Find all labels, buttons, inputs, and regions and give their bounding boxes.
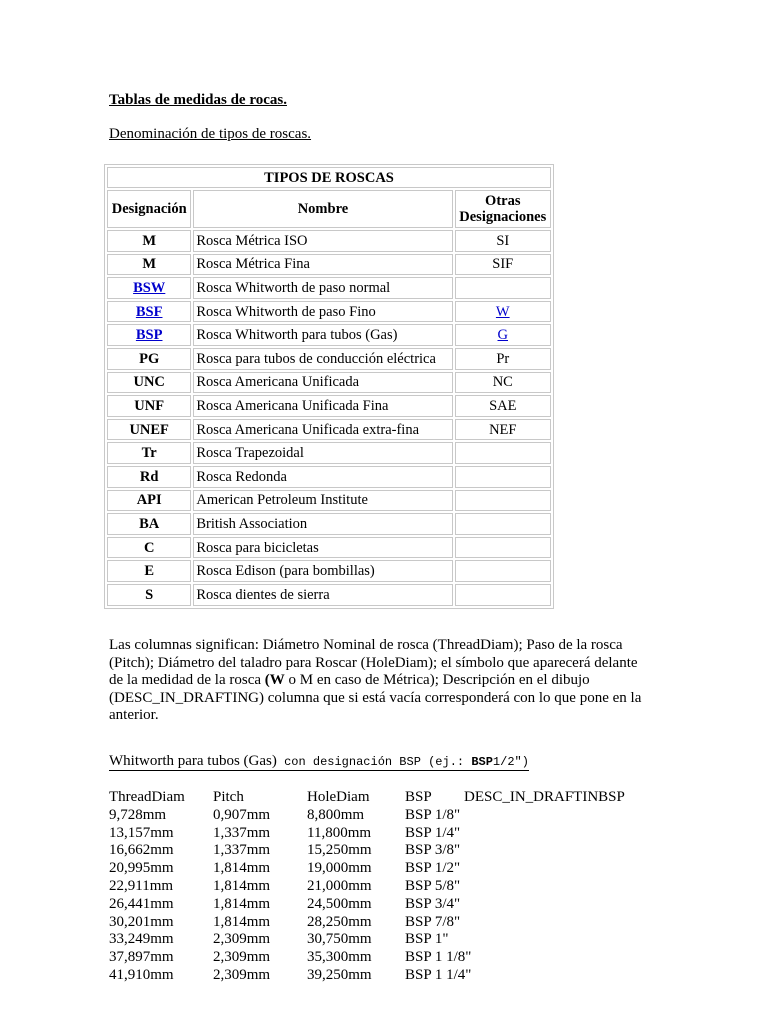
table-caption: TIPOS DE ROSCAS: [107, 167, 551, 188]
other-designation-cell: Pr: [455, 348, 551, 370]
table-row: [107, 513, 551, 535]
designation-cell: PG: [107, 348, 191, 370]
data-cell: BSP 3/4": [405, 895, 461, 912]
designation-link[interactable]: BSW: [133, 279, 166, 296]
section-code-bold: BSP: [471, 755, 493, 769]
name-cell: British Association: [193, 513, 452, 535]
description-paren: (: [264, 672, 270, 689]
table-row: [107, 254, 551, 276]
data-cell: 8,800mm: [307, 806, 365, 823]
data-cell: BSP 1 1/4": [405, 966, 472, 983]
designation-cell: S: [107, 584, 191, 606]
table-row: [107, 466, 551, 488]
table-row: [107, 584, 551, 606]
other-designation-link[interactable]: G: [497, 327, 508, 344]
data-cell: 28,250mm: [307, 913, 372, 930]
table-row: [107, 230, 551, 252]
other-designation-link[interactable]: W: [495, 303, 510, 320]
designation-link[interactable]: BSP: [135, 327, 163, 344]
column-header-otras-line2: Designaciones: [459, 209, 547, 225]
name-cell: Rosca Métrica ISO: [193, 230, 452, 252]
other-designation-cell: [455, 466, 551, 488]
data-cell: 33,249mm: [109, 931, 174, 948]
table-row: [107, 324, 551, 346]
data-cell: 37,897mm: [109, 949, 174, 966]
page-subtitle: Denominación de tipos de roscas.: [109, 126, 312, 142]
data-cell: BSP 1/4": [405, 824, 461, 841]
data-cell: 2,309mm: [213, 949, 271, 966]
data-cell: BSP 1/2": [405, 860, 461, 877]
data-cell: 30,201mm: [109, 913, 174, 930]
other-designation-cell: [455, 324, 551, 346]
name-cell: Rosca Métrica Fina: [193, 254, 452, 276]
page-title: Tablas de medidas de rocas.: [109, 92, 287, 108]
other-designation-cell: [455, 584, 551, 606]
data-cell: 1,337mm: [213, 824, 271, 841]
data-header-cell: HoleDiam: [307, 789, 370, 805]
table-row: [107, 560, 551, 582]
description-text-2: o M en caso de Métrica); Descripción en el dibujo (DESC_IN_DRAFTING) columna que si está vacía corresponderá con lo que pone en la anterior.: [109, 672, 642, 724]
name-cell: American Petroleum Institute: [193, 490, 452, 512]
other-designation-cell: SAE: [455, 395, 551, 417]
data-cell: BSP 1 1/8": [405, 949, 472, 966]
data-cell: 24,500mm: [307, 895, 372, 912]
table-row: [107, 490, 551, 512]
table-row: [107, 372, 551, 394]
data-cell: 22,911mm: [109, 877, 174, 894]
data-cell: 1,814mm: [213, 913, 271, 930]
designation-cell: [107, 324, 191, 346]
data-cell: 13,157mm: [109, 824, 174, 841]
data-cell: 19,000mm: [307, 860, 372, 877]
column-header-designacion: Designación: [107, 190, 191, 228]
name-cell: Rosca Americana Unificada: [193, 372, 452, 394]
name-cell: Rosca Whitworth de paso Fino: [193, 301, 452, 323]
table-row: [107, 419, 551, 441]
data-cell: 0,907mm: [213, 806, 271, 823]
data-cell: 39,250mm: [307, 966, 372, 983]
name-cell: Rosca para bicicletas: [193, 537, 452, 559]
data-cell: 20,995mm: [109, 860, 174, 877]
designation-cell: [107, 277, 191, 299]
table-row: [107, 537, 551, 559]
designation-cell: Rd: [107, 466, 191, 488]
other-designation-cell: [455, 490, 551, 512]
data-cell: 1,814mm: [213, 877, 271, 894]
designation-link[interactable]: BSF: [135, 303, 163, 320]
thread-types-body: [107, 230, 551, 606]
data-cell: 2,309mm: [213, 931, 271, 948]
other-designation-cell: [455, 442, 551, 464]
name-cell: Rosca Americana Unificada extra-fina: [193, 419, 452, 441]
other-designation-cell: NC: [455, 372, 551, 394]
data-cell: 35,300mm: [307, 949, 372, 966]
data-cell: BSP 3/8": [405, 842, 461, 859]
other-designation-cell: SIF: [455, 254, 551, 276]
data-cell: 1,814mm: [213, 860, 271, 877]
data-header-cell: BSP: [405, 789, 432, 805]
name-cell: Rosca Edison (para bombillas): [193, 560, 452, 582]
designation-cell: Tr: [107, 442, 191, 464]
data-cell: 9,728mm: [109, 806, 167, 823]
data-header-cell: Pitch: [213, 789, 244, 805]
description-bold-w: W: [269, 672, 285, 689]
designation-cell: UNF: [107, 395, 191, 417]
data-cell: BSP 5/8": [405, 877, 461, 894]
other-designation-cell: [455, 277, 551, 299]
table-row: [107, 395, 551, 417]
other-designation-cell: NEF: [455, 419, 551, 441]
name-cell: Rosca Whitworth de paso normal: [193, 277, 452, 299]
name-cell: Rosca Americana Unificada Fina: [193, 395, 452, 417]
designation-cell: [107, 301, 191, 323]
designation-cell: API: [107, 490, 191, 512]
data-cell: 21,000mm: [307, 877, 372, 894]
name-cell: Rosca para tubos de conducción eléctrica: [193, 348, 452, 370]
other-designation-cell: [455, 537, 551, 559]
section-heading-text: Whitworth para tubos (Gas): [109, 753, 277, 769]
designation-cell: UNC: [107, 372, 191, 394]
data-cell: BSP 7/8": [405, 913, 461, 930]
section-code-prefix: con designación BSP (ej.:: [276, 755, 472, 769]
column-header-nombre: Nombre: [193, 190, 452, 228]
data-cell: 2,309mm: [213, 966, 271, 983]
data-header-cell: DESC_IN_DRAFTINBSP: [464, 789, 625, 805]
data-cell: 16,662mm: [109, 842, 174, 859]
data-cell: 30,750mm: [307, 931, 372, 948]
column-header-otras: [455, 190, 551, 228]
other-designation-cell: [455, 301, 551, 323]
data-cell: 1,814mm: [213, 895, 271, 912]
designation-cell: M: [107, 230, 191, 252]
data-cell: 11,800mm: [307, 824, 372, 841]
other-designation-cell: [455, 513, 551, 535]
other-designation-cell: SI: [455, 230, 551, 252]
table-row: [107, 348, 551, 370]
section-heading: [109, 753, 529, 771]
name-cell: Rosca Trapezoidal: [193, 442, 452, 464]
column-header-otras-line1: Otras: [485, 193, 521, 209]
data-cell: 26,441mm: [109, 895, 174, 912]
designation-cell: M: [107, 254, 191, 276]
data-cell: BSP 1/8": [405, 806, 461, 823]
thread-types-table: [104, 164, 554, 609]
description-text-1: Las columnas significan: Diámetro Nominal de rosca (ThreadDiam); Paso de la rosca (Pitch); Diámetro del taladro para Roscar (HoleDiam); el símbolo que aparecerá delante de la medidad de la rosca: [109, 637, 638, 689]
section-code-suffix: 1/2"): [492, 755, 529, 769]
designation-cell: E: [107, 560, 191, 582]
table-row: [107, 277, 551, 299]
data-cell: 41,910mm: [109, 966, 174, 983]
data-cell: 1,337mm: [213, 842, 271, 859]
data-header-cell: ThreadDiam: [109, 789, 185, 805]
designation-cell: C: [107, 537, 191, 559]
other-designation-cell: [455, 560, 551, 582]
columns-description: [109, 637, 649, 725]
designation-cell: BA: [107, 513, 191, 535]
designation-cell: UNEF: [107, 419, 191, 441]
table-row: [107, 301, 551, 323]
table-row: [107, 442, 551, 464]
name-cell: Rosca Redonda: [193, 466, 452, 488]
name-cell: Rosca dientes de sierra: [193, 584, 452, 606]
data-cell: 15,250mm: [307, 842, 372, 859]
name-cell: Rosca Whitworth para tubos (Gas): [193, 324, 452, 346]
data-cell: BSP 1": [405, 931, 449, 948]
